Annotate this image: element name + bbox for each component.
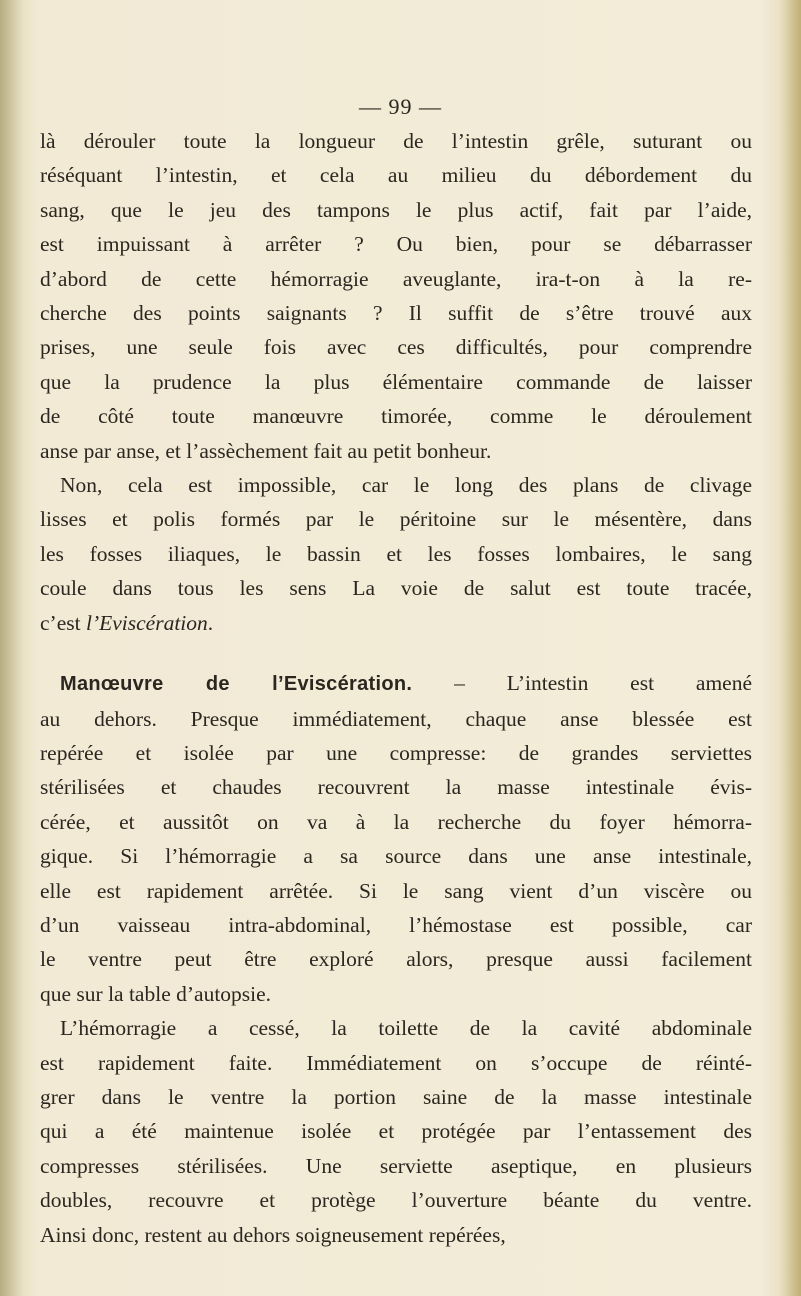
section-heading-line <box>40 666 752 701</box>
text-line: cérée, et aussitôt on va à la recherche du foyer hémorra- <box>40 809 752 834</box>
text-line: L’hémorragie a cessé, la toilette de la cavité abdominale <box>60 1016 752 1041</box>
text-line: stérilisées et chaudes recouvrent la masse intestinale évis- <box>40 775 752 800</box>
text-line: de côté toute manœuvre timorée, comme le déroulement <box>40 404 752 429</box>
paragraph-gap <box>40 640 752 666</box>
italic-term: l’Eviscération <box>85 610 208 635</box>
text-line: que la prudence la plus élémentaire commande de laisser <box>40 369 752 394</box>
text-line: elle est rapidement arrêtée. Si le sang vient d’un viscère ou <box>40 878 752 903</box>
text-line: doubles, recouvre et protège l’ouverture béante du ventre. <box>40 1188 752 1213</box>
page-spine-shadow <box>0 0 24 1296</box>
text-line: Non, cela est impossible, car le long des plans de clivage <box>60 473 752 498</box>
text-line: les fosses iliaques, le bassin et les fosses lombaires, le sang <box>40 541 752 566</box>
section-heading: Manœuvre de l’Eviscération. <box>60 673 413 696</box>
text-line: gique. Si l’hémorragie a sa source dans une anse intestinale, <box>40 844 752 869</box>
text-line: est rapidement faite. Immédiatement on s’occupe de réinté- <box>40 1050 752 1075</box>
text-line: que sur la table d’autopsie. <box>40 981 272 1006</box>
text-line: sang, que le jeu des tampons le plus actif, fait par l’aide, <box>40 197 752 222</box>
text-line: prises, une seule fois avec ces difficultés, pour comprendre <box>40 335 752 360</box>
text-line: Ainsi donc, restent au dehors soigneusement repérées, <box>40 1222 506 1247</box>
text-line: repérée et isolée par une compresse: de grandes serviettes <box>40 740 752 765</box>
text-line: compresses stérilisées. Une serviette aseptique, en plusieurs <box>40 1153 752 1178</box>
text-line: grer dans le ventre la portion saine de la masse intestinale <box>40 1084 752 1109</box>
page-number: — 99 — <box>359 94 442 119</box>
text-fragment: – L’intestin est amené <box>412 671 753 696</box>
page-right-edge <box>779 0 801 1296</box>
text-line: qui a été maintenue isolée et protégée par l’entassement des <box>40 1119 752 1144</box>
body-text <box>40 124 752 1252</box>
text-line: est impuissant à arrêter ? Ou bien, pour se débarrasser <box>40 232 752 257</box>
text-line: au dehors. Presque immédiatement, chaque anse blessée est <box>40 706 752 731</box>
text-line: coule dans tous les sens La voie de salut est toute tracée, <box>40 576 752 601</box>
text-line: d’abord de cette hémorragie aveuglante, ira-t-on à la re- <box>40 266 752 291</box>
text-line: réséquant l’intestin, et cela au milieu du débordement du <box>40 163 752 188</box>
text-fragment: . <box>207 610 214 635</box>
text-line: d’un vaisseau intra-abdominal, l’hémostase est possible, car <box>40 912 752 937</box>
text-line: anse par anse, et l’assèchement fait au petit bonheur. <box>40 438 492 463</box>
text-line: cherche des points saignants ? Il suffit de s’être trouvé aux <box>40 301 752 326</box>
text-line: lisses et polis formés par le péritoine sur le mésentère, dans <box>40 507 752 532</box>
text-line: là dérouler toute la longueur de l’intestin grêle, suturant ou <box>40 129 752 153</box>
text-line <box>40 606 752 640</box>
text-fragment: c’est <box>40 610 86 635</box>
text-line: le ventre peut être exploré alors, presque aussi facilement <box>40 947 752 972</box>
